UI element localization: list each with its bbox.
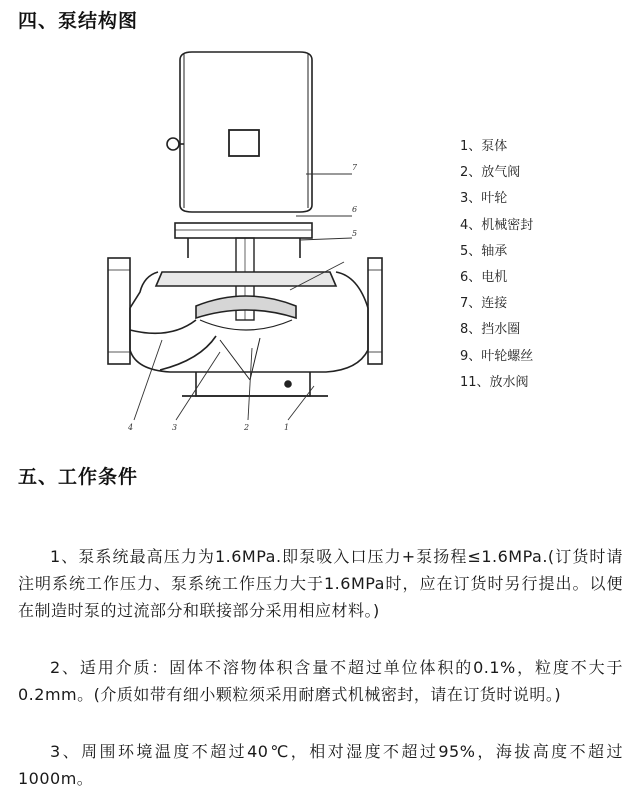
motor-housing <box>180 52 312 212</box>
impeller <box>196 296 296 318</box>
callout-2: 2 <box>244 423 250 432</box>
motor-flange <box>175 223 312 238</box>
legend-item: 2、放气阀 <box>460 165 521 181</box>
callout-4: 4 <box>128 423 134 432</box>
outlet-flange <box>368 258 382 364</box>
parts-legend <box>460 134 533 396</box>
section-heading-pump-structure: 四、泵结构图 <box>18 10 139 32</box>
callout-7: 7 <box>352 163 358 172</box>
section-heading-working-conditions: 五、工作条件 <box>18 466 139 488</box>
legend-item: 5、轴承 <box>460 243 508 259</box>
lifting-eye <box>167 138 179 150</box>
legend-item: 8、挡水圈 <box>460 322 521 338</box>
inlet-flange <box>108 258 130 364</box>
motor-nameplate <box>229 130 259 156</box>
pump-casing <box>130 272 368 372</box>
legend-item: 11、放水阀 <box>460 374 529 390</box>
legend-item: 4、机械密封 <box>460 217 534 233</box>
pump-structure-diagram <box>100 40 400 440</box>
callout-5: 5 <box>352 229 358 238</box>
callout-1: 1 <box>284 423 290 432</box>
legend-item: 3、叶轮 <box>460 191 508 207</box>
condition-paragraph-medium: 2、适用介质：固体不溶物体积含量不超过单位体积的0.1%，粒度不大于0.2mm。(介质如带有细小颗粒须采用耐磨式机械密封，请在订货时说明。) <box>18 658 623 704</box>
legend-item: 1、泵体 <box>460 139 508 154</box>
condition-paragraph-environment: 3、周围环境温度不超过40℃，相对湿度不超过95%，海拔高度不超过1000m。 <box>18 742 623 788</box>
pump-base <box>196 372 310 396</box>
legend-item: 6、电机 <box>460 270 508 286</box>
connection-bracket <box>188 238 300 258</box>
callout-3: 3 <box>172 423 178 432</box>
legend-item: 7、连接 <box>460 296 508 312</box>
legend-item: 9、叶轮螺丝 <box>460 348 534 364</box>
suction-passage <box>130 320 216 370</box>
callout-6: 6 <box>352 205 358 214</box>
condition-paragraph-pressure: 1、泵系统最高压力为1.6MPa.即泵吸入口压力+泵扬程≤1.6MPa.(订货时请注明系统工作压力、泵系统工作压力大于1.6MPa时，应在订货时另行提出。以便在制造时泵的过流部分和联接部分采用相应材料。) <box>18 547 623 620</box>
